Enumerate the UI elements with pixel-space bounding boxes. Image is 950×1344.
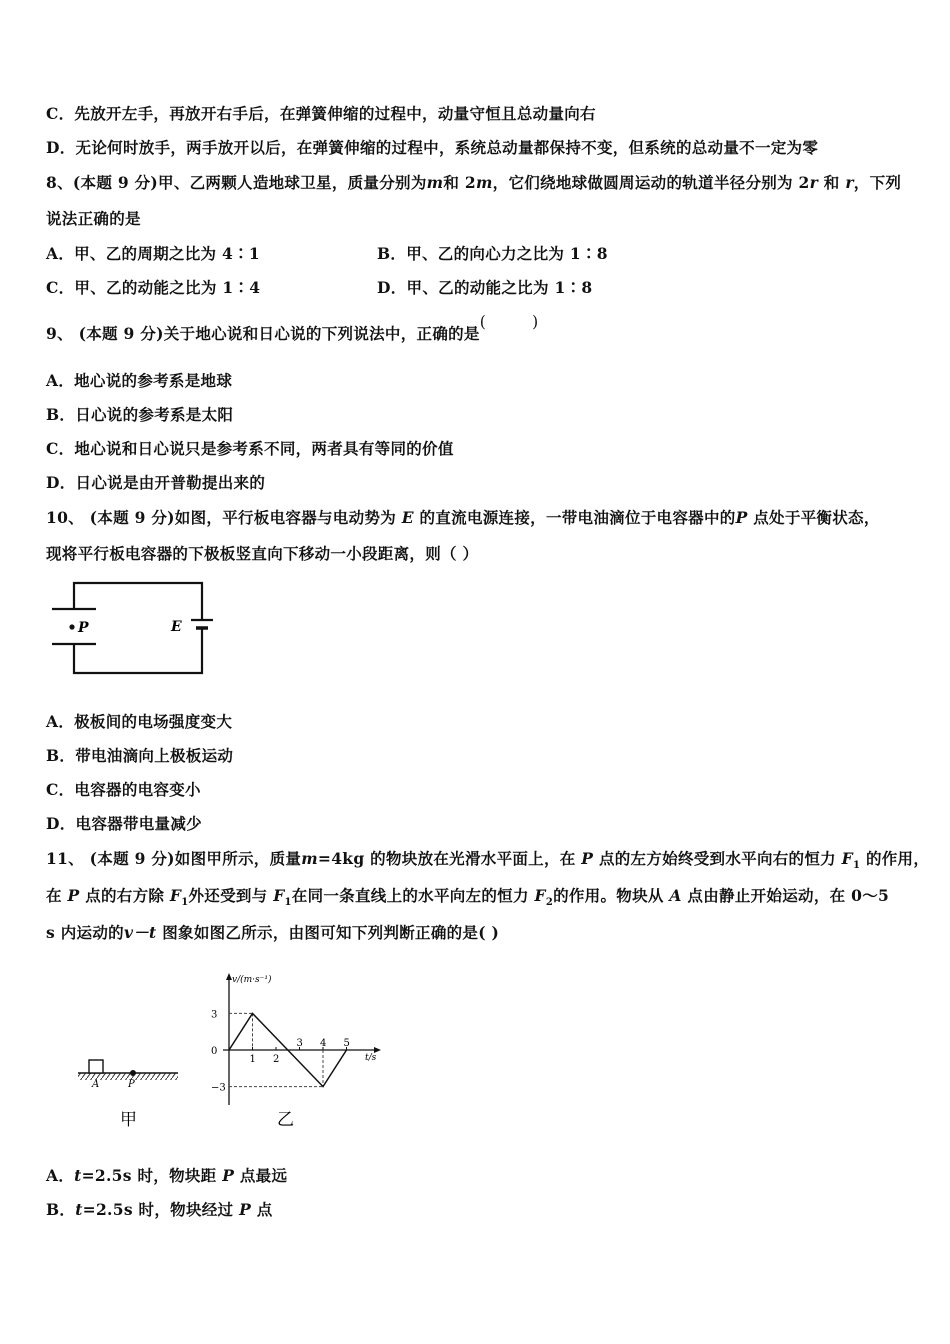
q9-paren-open: (: [479, 313, 487, 331]
q11-optA-t: t: [74, 1166, 82, 1185]
q11-sub1a: 1: [181, 897, 189, 909]
q9-option-d: D．日心说是由开普勒提出来的: [46, 473, 266, 492]
q10-stem-a: 10、 (本题 9 分)如图，平行板电容器与电动势为: [46, 508, 397, 527]
q11-optB-b: =2.5s 时，物块经过: [82, 1200, 234, 1219]
q11-l3a: s 内运动的: [46, 923, 124, 942]
q11-l2c: 外还受到与: [188, 886, 268, 905]
q10-option-a: A．极板间的电场强度变大: [46, 712, 233, 731]
caption-jia: 甲: [120, 1110, 137, 1130]
upper-wire: [74, 583, 202, 615]
q9-stem: [46, 313, 539, 344]
q10-option-c: C．电容器的电容变小: [46, 780, 201, 799]
q11-var-P2: P: [67, 886, 80, 905]
y-tick-label-2: −3: [211, 1082, 226, 1094]
q11-l2f: 点由静止开始运动，在 0～5: [687, 886, 890, 905]
q8-stem-b: ，它们绕地球做圆周运动的轨道半径分别为 2: [492, 173, 810, 192]
q11-var-vt: v－t: [123, 923, 157, 942]
q11-l2a: 在: [46, 886, 62, 905]
q11-sub2: 2: [545, 897, 554, 909]
q11-l1c: 点的左方始终受到水平向右的恒力: [598, 849, 836, 868]
x-tick-label-4: 4: [320, 1038, 327, 1049]
q8-var-m: m: [426, 173, 444, 192]
y-tick-label-0: 3: [211, 1009, 218, 1021]
label-P: P: [128, 1079, 135, 1090]
q11-stem-line3: [46, 921, 499, 943]
q9-option-b: B．日心说的参考系是太阳: [46, 405, 234, 424]
q8-stem: [46, 171, 901, 193]
q10-var-E: E: [401, 508, 414, 527]
q9-option-c: C．地心说和日心说只是参考系不同，两者具有等同的价值: [46, 439, 454, 458]
q9-stem-text: 9、 (本题 9 分)关于地心说和日心说的下列说法中，正确的是: [46, 324, 480, 343]
block-on-surface-figure: [72, 1050, 184, 1140]
q11-var-F1a: F: [169, 886, 182, 905]
q10-stem-b: 的直流电源连接，一带电油滴位于电容器中的: [419, 508, 736, 527]
q10-stem: [46, 506, 880, 528]
q11-l3b: 图象如图乙所示，由图可知下列判断正确的是( ): [162, 923, 500, 942]
x-tick-label-2: 2: [273, 1054, 280, 1065]
q7-option-d: D．无论何时放手，两手放开以后，在弹簧伸缩的过程中，系统总动量都保持不变，但系统的总动量不一定为零: [46, 138, 819, 157]
q11-var-m: m: [301, 849, 318, 868]
q9-answer-paren: [480, 313, 539, 331]
q8-and2: 和: [823, 173, 840, 192]
q8-var-m2: m: [475, 173, 493, 192]
q11-optA-P: P: [222, 1166, 235, 1185]
q11-l2e: 的作用。物块从: [553, 886, 664, 905]
q8-var-r2: r: [845, 173, 854, 192]
q8-stem-line2: 说法正确的是: [46, 209, 141, 228]
q11-stem-line1: [46, 847, 929, 871]
q8-option-a: A．甲、乙的周期之比为 4∶1: [46, 244, 260, 263]
q11-optA-c: 点最远: [239, 1166, 288, 1185]
q8-option-b: B．甲、乙的向心力之比为 1∶8: [377, 244, 608, 263]
q11-sub1b: 1: [284, 897, 292, 909]
q10-stem-c: 点处于平衡状态，: [753, 508, 880, 527]
q10-option-b: B．带电油滴向上极板运动: [46, 746, 234, 765]
x-tick-label-3: 3: [296, 1038, 303, 1049]
q11-l2d: 在同一条直线上的水平向左的恒力: [291, 886, 529, 905]
q11-l1b: =4kg 的物块放在光滑水平面上，在: [317, 849, 576, 868]
q11-var-F1b: F: [273, 886, 285, 905]
oil-drop-dot: [69, 624, 74, 629]
q11-l1d: 的作用，: [865, 849, 930, 868]
q10-option-d: D．电容器带电量减少: [46, 814, 202, 833]
q11-optA-a: A．: [46, 1166, 75, 1185]
q9-paren-close: ): [532, 313, 539, 331]
q8-var-r1: r: [809, 173, 819, 192]
q11-option-b: [46, 1198, 273, 1220]
q9-option-a: A．地心说的参考系是地球: [46, 371, 233, 390]
q11-optB-c: 点: [256, 1200, 273, 1219]
q8-and: 和 2: [443, 173, 476, 192]
q11-optA-b: =2.5s 时，物块距: [81, 1166, 217, 1185]
q8-stem-a: 8、(本题 9 分)甲、乙两颗人造地球卫星，质量分别为: [46, 173, 427, 192]
label-E: E: [171, 619, 182, 635]
velocity-time-graph: [205, 965, 390, 1135]
x-axis-label: t/s: [365, 1053, 377, 1063]
q11-optB-P: P: [239, 1200, 252, 1219]
q8-option-c: C．甲、乙的动能之比为 1∶4: [46, 278, 261, 297]
block: [89, 1060, 103, 1073]
q11-optB-t: t: [75, 1200, 83, 1219]
label-A: A: [92, 1079, 100, 1090]
q8-option-d: D．甲、乙的动能之比为 1∶8: [377, 278, 593, 297]
q7-option-c: C．先放开左手，再放开右手后，在弹簧伸缩的过程中，动量守恒且总动量向右: [46, 104, 596, 123]
q11-var-F: F: [841, 849, 853, 868]
q11-var-F2: F: [534, 886, 546, 905]
q11-l1a: 11、 (本题 9 分)如图甲所示，质量: [46, 849, 302, 868]
q10-var-P: P: [735, 508, 748, 527]
y-tick-label-1: 0: [211, 1046, 218, 1057]
y-axis-label: v/(m·s⁻¹): [232, 975, 272, 985]
q10-stem-line2: 现将平行板电容器的下极板竖直向下移动一小段距离，则（ ）: [46, 544, 479, 563]
q11-sub1: 1: [852, 860, 861, 872]
q11-optB-a: B．: [46, 1200, 76, 1219]
q11-l2b: 点的右方除: [85, 886, 165, 905]
label-P: P: [78, 620, 89, 636]
caption-yi: 乙: [277, 1110, 294, 1130]
x-tick-label-5: 5: [343, 1038, 350, 1049]
q11-option-a: [46, 1164, 287, 1186]
q11-var-A: A: [669, 886, 682, 905]
q8-stem-c: ，下列: [853, 173, 902, 192]
q11-stem-line2: [46, 884, 889, 908]
capacitor-circuit-diagram: [44, 578, 219, 678]
x-tick-label-1: 1: [249, 1054, 256, 1065]
q11-var-P1: P: [581, 849, 594, 868]
point-P-dot: [130, 1070, 136, 1076]
lower-wire: [74, 633, 202, 673]
